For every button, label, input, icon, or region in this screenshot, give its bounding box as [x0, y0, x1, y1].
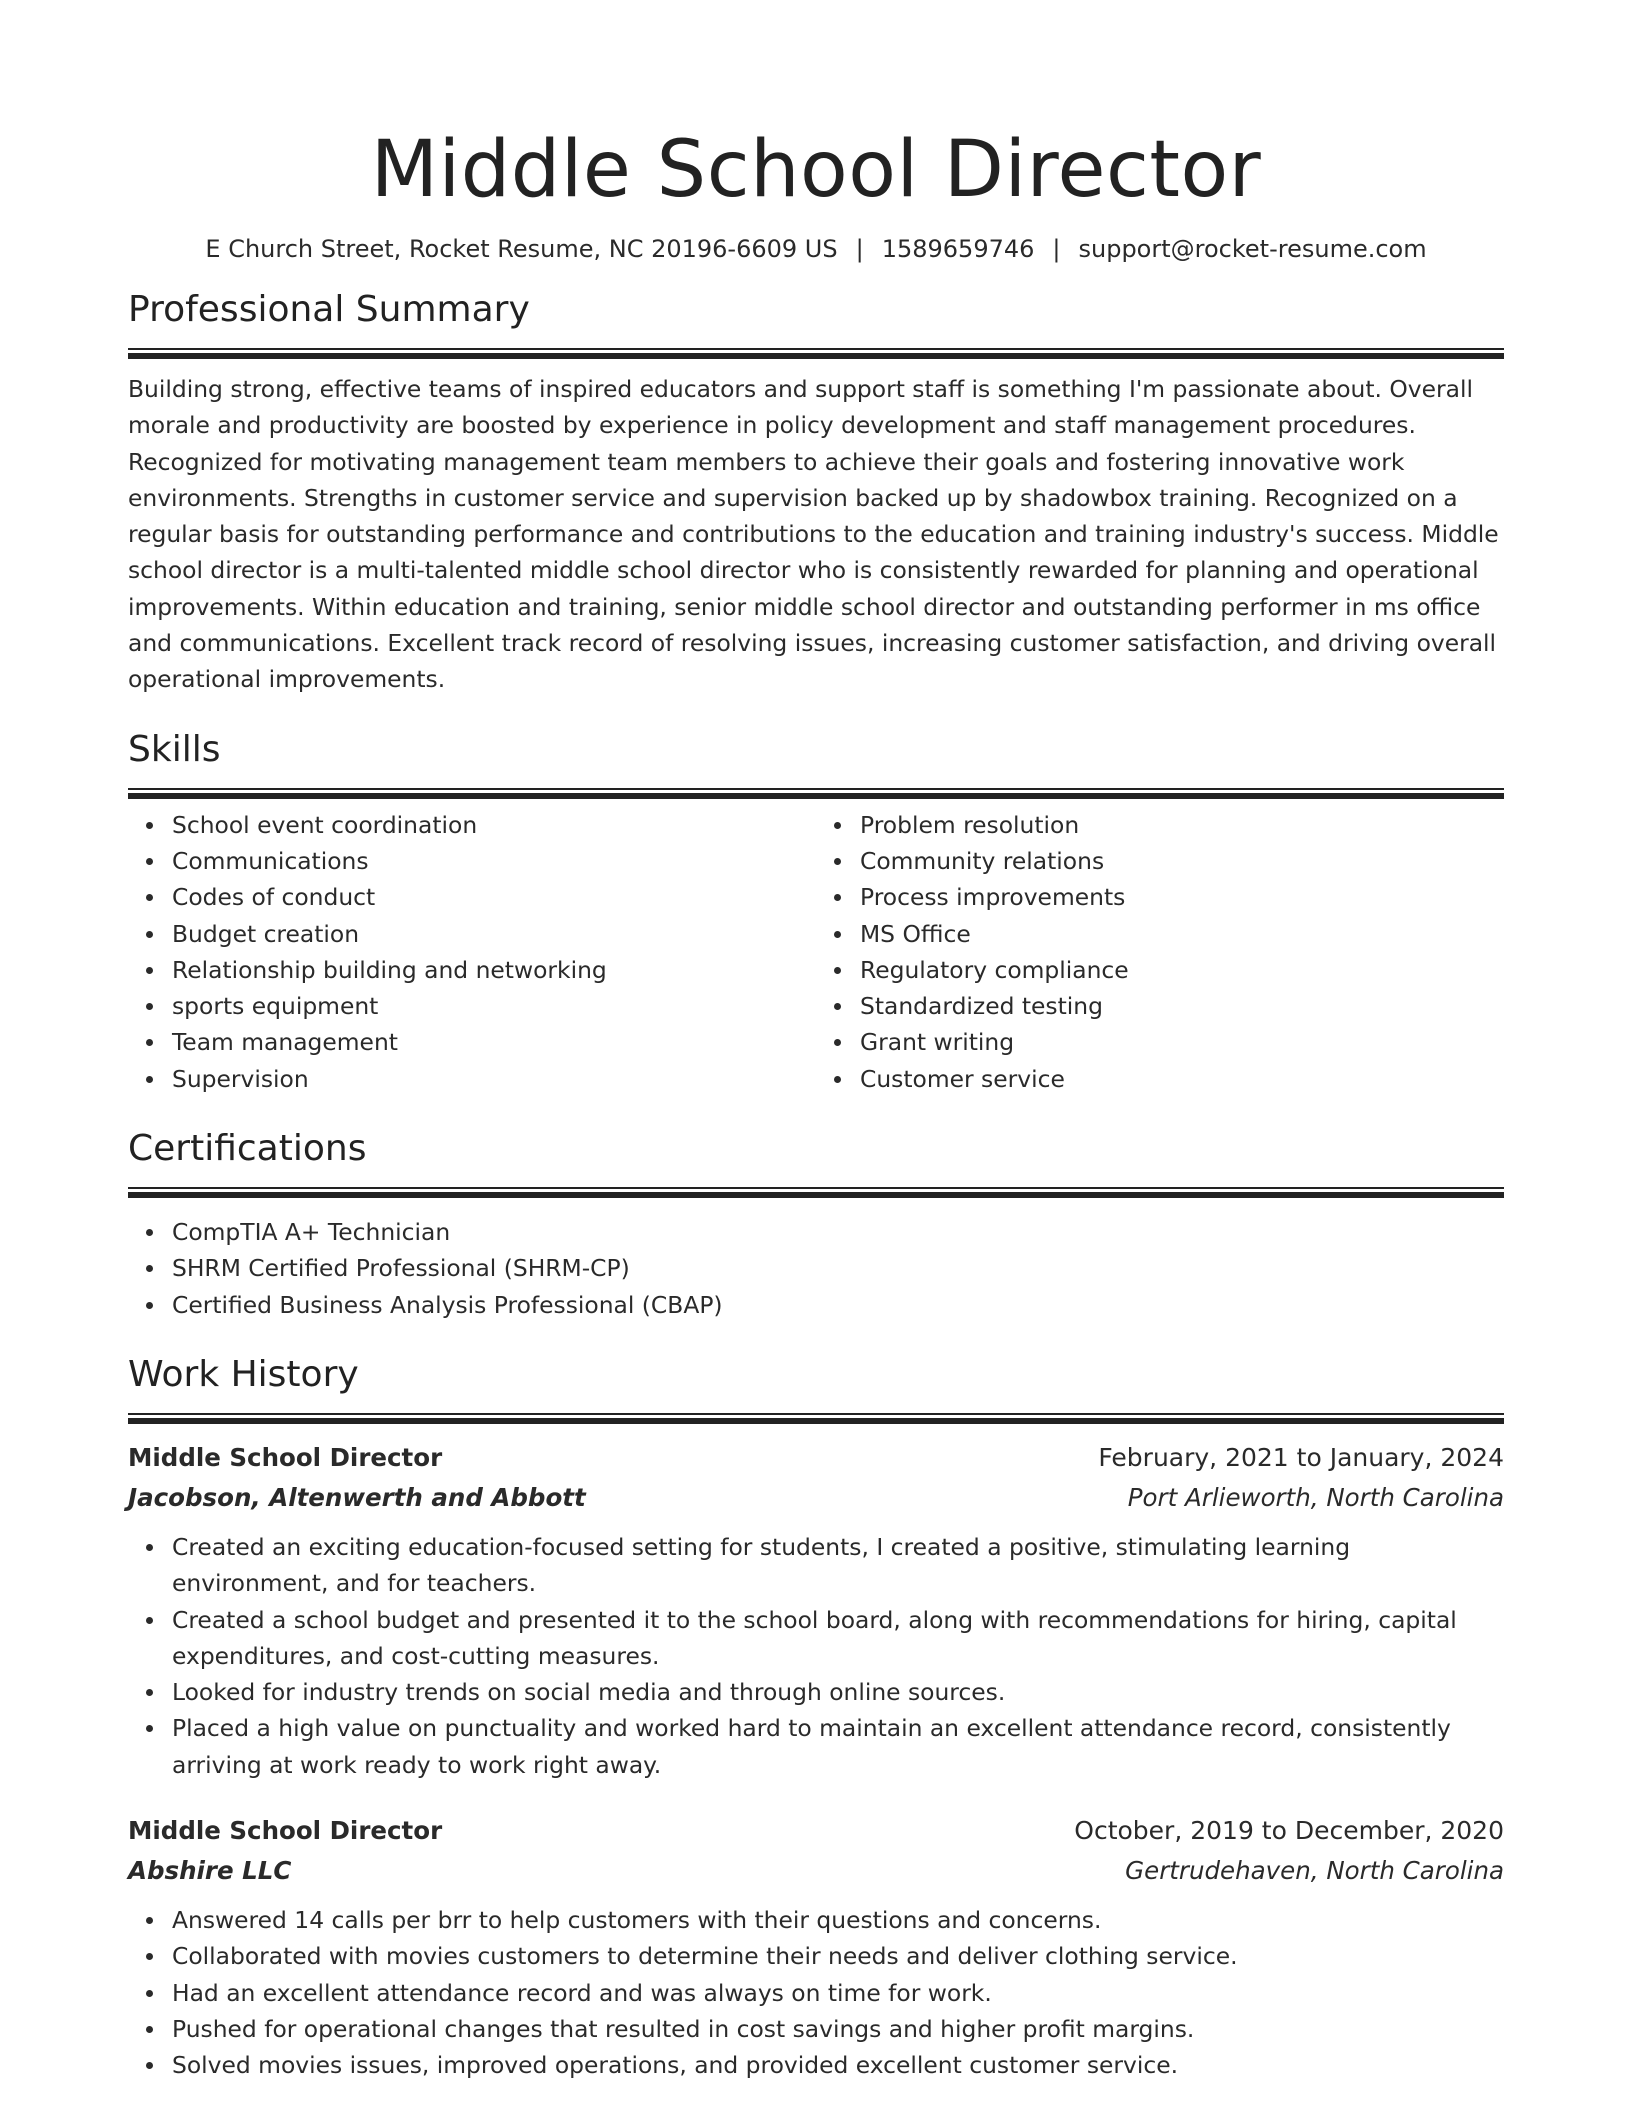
job-bullets — [128, 1902, 1504, 2083]
job-bullet: Looked for industry trends on social media and through online sources. — [172, 1674, 1504, 1710]
job-bullet: Created a school budget and presented it to the school board, along with recommendations for hiring, capital expenditures, and cost-cutting measures. — [172, 1602, 1504, 1675]
job-bullet: Answered 14 calls per brr to help customers with their questions and concerns. — [172, 1902, 1504, 1938]
job-subheader — [128, 1478, 1504, 1518]
certifications-section — [128, 1125, 1504, 1323]
section-divider — [128, 1413, 1504, 1424]
job-entry — [128, 1438, 1504, 1783]
job-dates: February, 2021 to January, 2024 — [1098, 1442, 1504, 1472]
contact-separator: | — [1052, 235, 1061, 263]
skill-item: Grant writing — [860, 1024, 1504, 1060]
section-divider — [128, 348, 1504, 359]
contact-email: support@rocket-resume.com — [1078, 235, 1427, 263]
skill-item: School event coordination — [172, 807, 816, 843]
job-bullet: Solved movies issues, improved operations, and provided excellent customer service. — [172, 2047, 1504, 2083]
section-divider — [128, 1187, 1504, 1198]
certification-item: Certified Business Analysis Professional (CBAP) — [172, 1287, 1504, 1323]
job-header — [128, 1811, 1504, 1851]
skill-item: Codes of conduct — [172, 879, 816, 915]
section-title: Professional Summary — [128, 289, 530, 330]
contact-phone: 1589659746 — [881, 235, 1035, 263]
job-location: Port Arlieworth, North Carolina — [1127, 1482, 1504, 1512]
skill-item: MS Office — [860, 916, 1504, 952]
skills-list-left — [128, 807, 816, 1097]
section-title: Work History — [128, 1353, 359, 1395]
job-company: Jacobson, Altenwerth and Abbott — [128, 1482, 586, 1512]
certification-item: SHRM Certified Professional (SHRM-CP) — [172, 1250, 1504, 1286]
job-bullet: Collaborated with movies customers to determine their needs and deliver clothing service. — [172, 1938, 1504, 1974]
summary-text: Building strong, effective teams of inspired educators and support staff is something I'm passionate about. Overall morale and productivity are boosted by experience in policy development and staff management procedures. Recognized for motivating management team members to achieve their goals and fostering innovative work environments. Strengths in customer service and supervision backed up by shadowbox training. Recognized on a regular basis for outstanding performance and contributions to the education and training industry's success. Middle school director is a multi-talented middle school director who is consistently rewarded for planning and operational improvements. Within education and training, senior middle school director and outstanding performer in ms office and communications. Excellent track record of resolving issues, increasing customer satisfaction, and driving overall operational improvements. — [128, 375, 1499, 694]
skill-item: Team management — [172, 1024, 816, 1060]
skill-item: Communications — [172, 843, 816, 879]
skill-item: Process improvements — [860, 879, 1504, 915]
section-title: Skills — [128, 728, 221, 770]
job-company: Abshire LLC — [128, 1856, 292, 1886]
job-bullets — [128, 1529, 1504, 1783]
section-title: Certifications — [128, 1128, 367, 1170]
resume-name: Middle School Director — [370, 125, 1262, 215]
job-bullet: Placed a high value on punctuality and worked hard to maintain an excellent attendance record, consistently arriving at work ready to work right away. — [172, 1710, 1504, 1783]
job-title: Middle School Director — [128, 1442, 443, 1472]
skills-list-right — [816, 807, 1504, 1097]
job-title: Middle School Director — [128, 1816, 443, 1846]
contact-address: E Church Street, Rocket Resume, NC 20196-6609 US — [205, 235, 838, 263]
contact-line — [128, 232, 1504, 266]
certification-item: CompTIA A+ Technician — [172, 1214, 1504, 1250]
job-bullet: Had an excellent attendance record and was always on time for work. — [172, 1975, 1504, 2011]
summary-section — [128, 286, 1504, 698]
job-bullet: Created an exciting education-focused setting for students, I created a positive, stimulating learning environment, and for teachers. — [172, 1529, 1504, 1602]
work-history-section — [128, 1351, 1504, 2084]
skill-item: Standardized testing — [860, 988, 1504, 1024]
skill-item: Community relations — [860, 843, 1504, 879]
skills-section — [128, 726, 1504, 1097]
certifications-list — [128, 1214, 1504, 1323]
job-entry — [128, 1811, 1504, 2083]
skill-item: sports equipment — [172, 988, 816, 1024]
job-header — [128, 1438, 1504, 1478]
skill-item: Relationship building and networking — [172, 952, 816, 988]
resume-page — [128, 0, 1504, 2084]
job-location: Gertrudehaven, North Carolina — [1125, 1856, 1504, 1886]
skill-item: Customer service — [860, 1061, 1504, 1097]
job-dates: October, 2019 to December, 2020 — [1074, 1816, 1504, 1846]
skill-item: Regulatory compliance — [860, 952, 1504, 988]
skill-item: Budget creation — [172, 916, 816, 952]
skills-columns — [128, 807, 1504, 1097]
section-divider — [128, 788, 1504, 799]
contact-separator: | — [855, 235, 864, 263]
job-subheader — [128, 1851, 1504, 1891]
skill-item: Problem resolution — [860, 807, 1504, 843]
job-bullet: Pushed for operational changes that resulted in cost savings and higher profit margins. — [172, 2011, 1504, 2047]
skill-item: Supervision — [172, 1061, 816, 1097]
